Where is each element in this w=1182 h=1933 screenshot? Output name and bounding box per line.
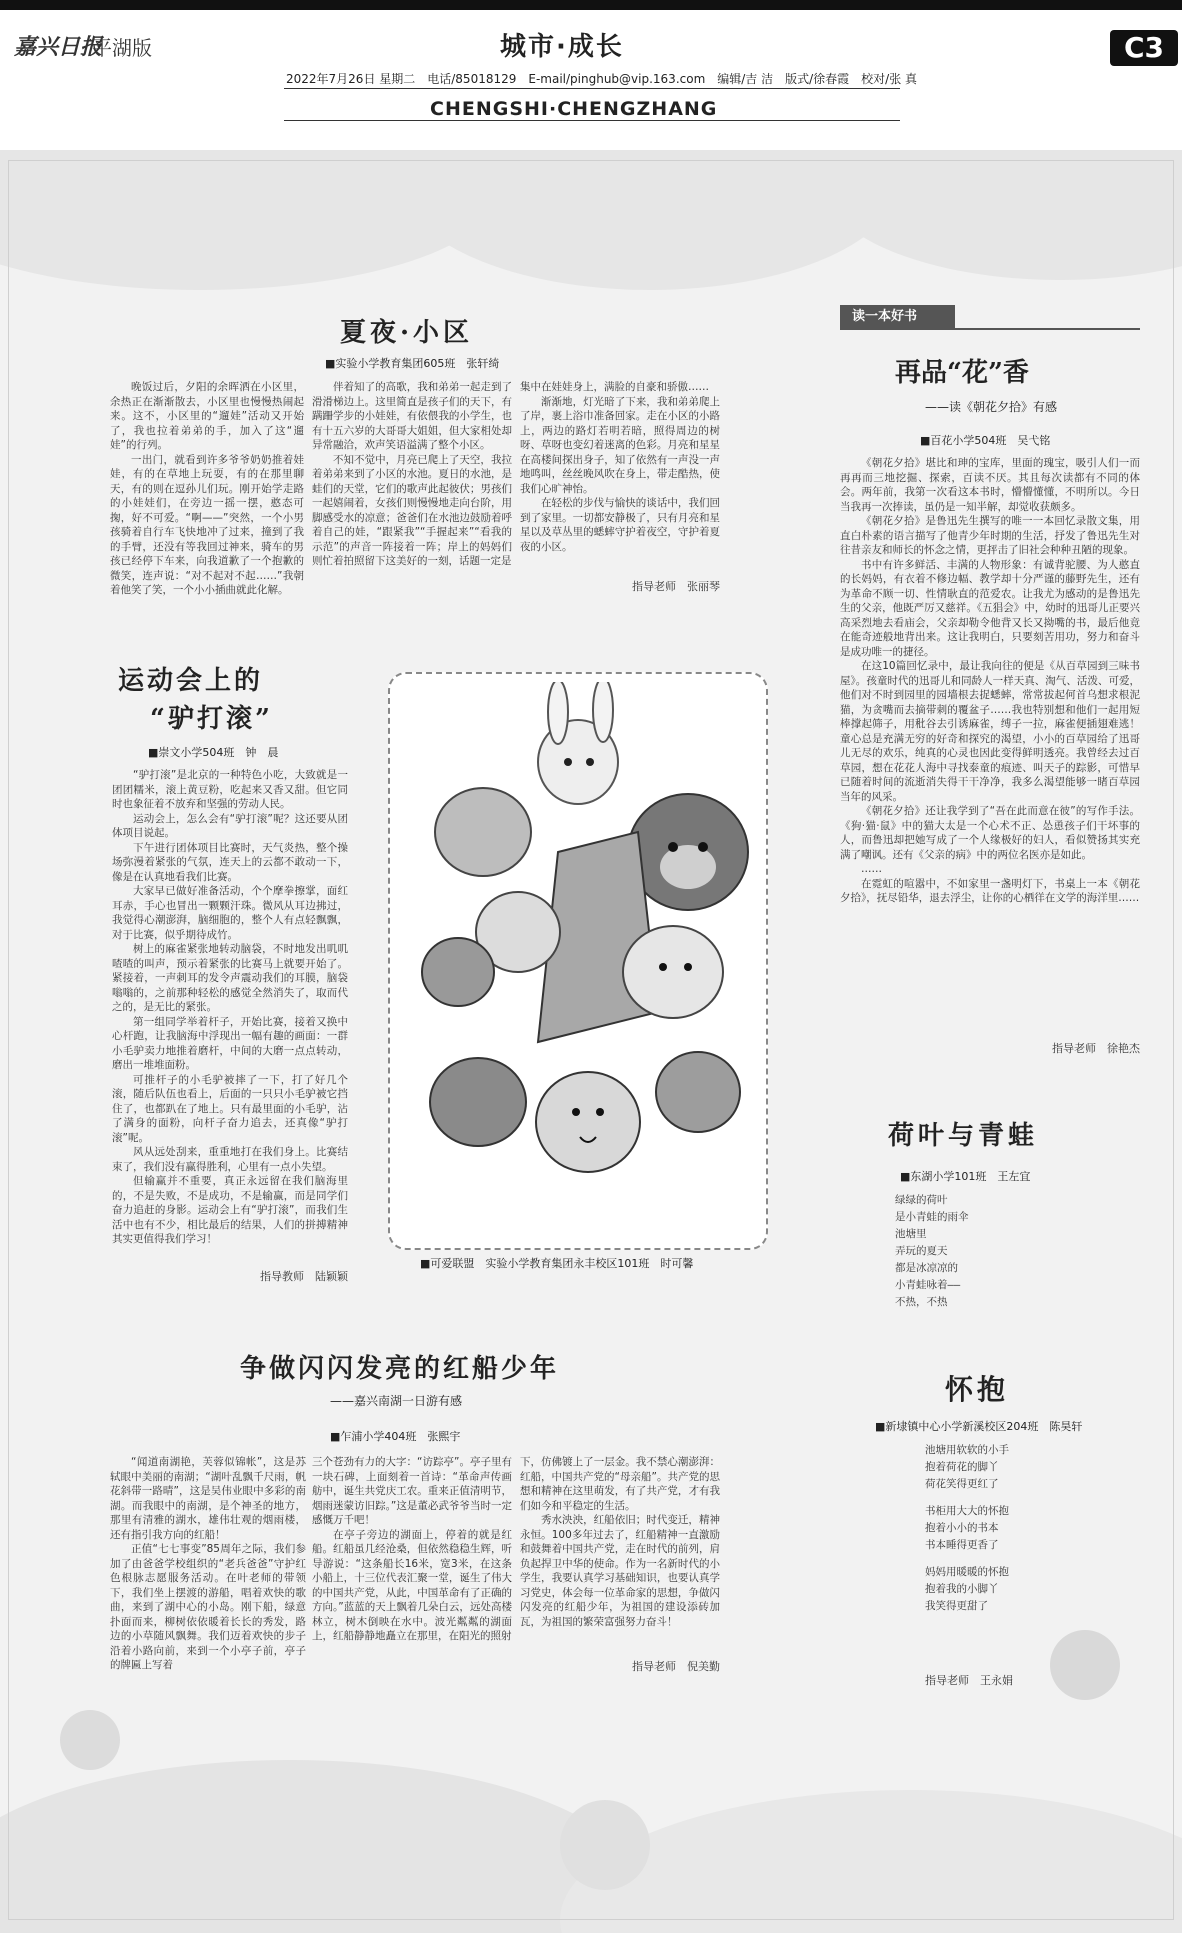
article-title-sports-day: 运动会上的 xyxy=(118,666,264,696)
poem-line: 绿绿的荷叶 xyxy=(895,1194,948,1206)
paragraph: 树上的麻雀紧张地转动脑袋，不时地发出叽叽喳喳的叫声，预示着紧张的比赛马上就要开始了。紧接着，一声刺耳的发令声震动我们的耳膜，脑袋嗡嗡的，之前那种轻松的感觉全然消失了，取而代之的，是无比的紧张。 xyxy=(112,943,348,1013)
paragraph: 渐渐地，灯光暗了下来，我和弟弟爬上了岸，裹上浴巾准备回家。走在小区的小路上，两边的路灯若明若暗，照得周边的树呀、草呀也变幻着迷离的色彩。月亮和星星在高楼间探出身子，知了依然有一声没一声地鸣叫，丝丝晚风吹在身上，带走酷热，使我们心旷神怡。 xyxy=(520,395,720,495)
article-title-summer-night: 夏夜·小区 xyxy=(340,318,474,348)
paragraph: 在轻松的步伐与愉快的谈话中，我们回到了家里。一切都安静极了，只有月亮和星星以及草丛里的蟋蟀守护着夜空，守护着夏夜的小区。 xyxy=(520,497,720,553)
poem-line: 抱着小小的书本 xyxy=(925,1522,999,1534)
paragraph: 在霓虹的喧嚣中，不如家里一盏明灯下，书桌上一本《朝花夕拾》，抚尽铅华，退去浮尘，让你的心栖徉在文学的海洋里…… xyxy=(840,877,1140,904)
poem-body xyxy=(925,1442,1145,1615)
poem-line: 小青蛙咏着—— xyxy=(895,1279,961,1291)
stanza-gap xyxy=(925,1493,1145,1503)
paragraph: 下，仿佛镀上了一层金。我不禁心潮澎湃：红船，中国共产党的“母亲船”。共产党的思想和精神在这里萌发，有了共产党，才有我们如今和平稳定的生活。 xyxy=(520,1456,720,1512)
article-title-book-review: 再品“花”香 xyxy=(895,358,1029,388)
illustration-caption: ■可爱联盟 实验小学教育集团永丰校区101班 时可馨 xyxy=(420,1257,694,1270)
article-byline: ■实验小学教育集团605班 张轩绮 xyxy=(325,357,500,370)
poem-line: 妈妈用暖暖的怀抱 xyxy=(925,1566,1009,1578)
poem-byline: ■东湖小学101班 王左宜 xyxy=(900,1170,1031,1183)
poem-line: 书本睡得更香了 xyxy=(925,1539,999,1551)
article-column xyxy=(312,380,512,569)
section-pinyin: CHENGSHI·CHENGZHANG xyxy=(430,98,718,120)
section-tag: 读一本好书 xyxy=(840,305,955,329)
paragraph: 《朝花夕拾》堪比和珅的宝库，里面的瑰宝，吸引人们一而再再而三地挖掘、探索，百读不厌。其且每次读都有不同的体会。两年前，我第一次看这本书时，懵懵懂懂，不明所以。今日当我再一次捧读，虽仍是一知半解，却觉收获颇多。 xyxy=(840,457,1140,513)
paragraph: 正值“七七事变”85周年之际，我们参加了由爸爸学校组织的“老兵爸爸”守护红色根脉志愿服务活动。在叶老师的带领下，我们坐上摆渡的游船，唱着欢快的歌曲，来到了湖中心的小岛。刚下船，绿意扑面而来，柳树依依暖着长长的秀发，路边的小草随风飘舞。我们迈着欢快的步子沿着小路向前，来到一个小亭子前，亭子的牌匾上写着 xyxy=(110,1543,306,1671)
poem-title-lotus-frog: 荷叶与青蛙 xyxy=(888,1121,1039,1151)
newspaper-logo: 嘉兴日报 xyxy=(14,34,103,60)
article-byline: ■乍浦小学404班 张熙宇 xyxy=(330,1430,461,1443)
section-title: 城市·成长 xyxy=(500,32,624,62)
article-column xyxy=(520,1455,720,1629)
article-byline: ■百花小学504班 吴弋铭 xyxy=(920,434,1051,447)
article-title-sports-day-line2: “驴打滚” xyxy=(150,704,273,734)
advisor-credit: 指导老师 王永娟 xyxy=(925,1674,1013,1687)
paragraph: 但输赢并不重要，真正永远留在我们脑海里的，不是失败，不是成功，不是输赢，而是同学们奋力追赶的身影。运动会上有“驴打滚”，而我们生活中也有不少，相比最后的结果，人们的拼搏精神其实更值得我们学习！ xyxy=(112,1175,348,1245)
illustration-frame xyxy=(388,672,768,1250)
poem-line: 弄玩的夏天 xyxy=(895,1245,948,1257)
paragraph: 三个苍劲有力的大字：“访踪亭”。亭子里有一块石碑，上面刻着一首诗：“革命声传画舫中，诞生共党庆工农。重来正值清明节，烟雨迷蒙访旧踪。”这是董必武爷爷当时一定感慨万千吧！ xyxy=(312,1456,512,1526)
paragraph: …… xyxy=(861,863,882,875)
header-rule xyxy=(284,88,900,89)
article-column xyxy=(520,380,720,554)
poem-line: 书柜用大大的怀抱 xyxy=(925,1505,1009,1517)
cartoon-characters-drawing xyxy=(398,682,758,1238)
poem-line: 池塘用软软的小手 xyxy=(925,1444,1009,1456)
article-column xyxy=(312,1455,512,1644)
paragraph: 在亭子旁边的湖面上，停着的就是红船。红船虽几经沧桑，但依然稳稳生辉，听导游说：“这条船长16米，宽3米，在这条小船上，十三位代表汇聚一堂，诞生了伟大的中国共产党，从此，中国革命有了正确的方向。”蓝蓝的天上飘着几朵白云，远处高楼林立，树木倒映在水中。波光粼粼的湖面上，红船静静地矗立在那里，在阳光的照射 xyxy=(312,1528,512,1642)
paragraph: 在这10篇回忆录中，最让我向往的便是《从百草园到三味书屋》。孩童时代的迅哥儿和同龄人一样天真、淘气、活泼、可爱，他们对不时到园里的园墙根去捉蟋蟀，常常拔起何首乌想求根泥猫，为贪嘴而去摘带刺的覆盆子……我也特别想和他们一起用短棒撑起筛子，用秕谷去引诱麻雀，缚子一拉，麻雀便插翅难逃！童心总是充满无穷的好奇和探究的渴望，小小的百草园给了迅哥儿无尽的欢乐，纯真的心灵也因此变得鲜明透亮。我曾经去过百草园，想在花花人海中寻找泰童的痕迹、叫天子的踪影，可惜早已随着时间的流逝消失得干干净净，我多么渴望能够一睹百草园当年的风采。 xyxy=(840,660,1140,803)
paragraph: 秀水泱泱，红船依旧；时代变迁，精神永恒。100多年过去了，红船精神一直激励和鼓舞着中国共产党，走在时代的前列，肩负起捍卫中华的使命。作为一名新时代的小学生，我要认真学习基础知识，也要认真学习党史，体会每一位革命家的思想，争做闪闪发亮的红船少年，为祖国的建设添砖加瓦，为祖国的繁荣富强努力奋斗！ xyxy=(520,1514,720,1628)
paragraph: 可推杆子的小毛驴被摔了一下，打了好几个滚，随后队伍也看上，后面的一只只小毛驴被它挡住了，也都趴在了地上。只有最里面的小毛驴，沾了满身的面粉，向杆子奋力追去，还真像“驴打滚”呢。 xyxy=(112,1073,348,1144)
advisor-credit: 指导教师 陆颖颖 xyxy=(260,1270,348,1283)
paragraph: 集中在娃娃身上，满脸的自豪和骄傲…… xyxy=(520,381,709,393)
poem-line: 是小青蛙的雨伞 xyxy=(895,1211,969,1223)
advisor-credit: 指导老师 张丽琴 xyxy=(632,580,720,593)
poem-line: 荷花笑得更红了 xyxy=(925,1478,999,1490)
poem-line: 不热，不热 xyxy=(895,1296,948,1308)
paragraph: 晚饭过后，夕阳的余晖洒在小区里，余热正在渐渐散去，小区里也慢慢热闹起来。这不，小区里的“遛娃”活动又开始了，我也拉着弟弟的手，加入了这“遛娃”的行列。 xyxy=(110,381,304,451)
article-column xyxy=(110,380,304,598)
poem-line: 我笑得更甜了 xyxy=(925,1600,988,1612)
paragraph: 一出门，就看到许多爷爷奶奶推着娃娃，有的在草地上玩耍，有的在那里聊天，有的则在逗孙儿们玩。刚开始学走路的小娃娃们，在旁边一摇一摆，憨态可掬，好不可爱。“啊——”突然，一个小男孩骑着自行车飞快地冲了过来，撞到了我的手臂，还没有等我回过神来，骑车的男孩已经停下车来，向我道歉了一个抱歉的微笑，连声说：“对不起对不起……”我朝着他笑了笑，一个小小插曲就此化解。 xyxy=(110,453,304,596)
page-number: C3 xyxy=(1110,30,1178,66)
paragraph: 《朝花夕拾》还让我学到了“吾在此而意在彼”的写作手法。《狗·猫·鼠》中的猫大太是一个心术不正、怂恿孩子们干坏事的人，而鲁迅却把她写成了一个人缘极好的妇人，看似赞扬其实充满了嘲讽。还有《父亲的病》中的两位名医亦是如此。 xyxy=(840,805,1140,861)
poem-line: 池塘里 xyxy=(895,1228,927,1240)
paragraph: 运动会上，怎么会有“驴打滚”呢？这还要从团体项目说起。 xyxy=(112,812,348,839)
poem-title-embrace: 怀抱 xyxy=(945,1373,1010,1406)
edition-name: 平湖版 xyxy=(92,36,152,60)
advisor-credit: 指导老师 倪美勤 xyxy=(632,1660,720,1673)
paragraph: 《朝花夕拾》是鲁迅先生撰写的唯一一本回忆录散文集，用直白朴素的语言描写了他青少年时期的生活，抒发了鲁迅先生对往昔亲友和师长的怀念之情，更抨击了旧社会种种丑陋的现象。 xyxy=(840,515,1140,556)
tag-underline xyxy=(840,328,1140,330)
paragraph: 大家早已做好准备活动，个个摩拳擦掌，面红耳赤，手心也冒出一颗颗汗珠。微风从耳边拂过，我觉得心潮澎湃，脑细胞的，整个人有点轻飘飘，对于比赛，似乎期待成竹。 xyxy=(112,885,348,941)
article-subtitle: ——读《朝花夕拾》有感 xyxy=(925,400,1058,414)
paragraph: 伴着知了的高歌，我和弟弟一起走到了滑滑梯边上。这里简直是孩子们的天下，有蹒跚学步的小娃娃，有依偎我的小学生，也有十五六岁的大哥哥大姐姐，但大家相处却异常融洽，欢声笑语溢满了整个小区。 xyxy=(312,381,512,451)
article-title-red-boat: 争做闪闪发亮的红船少年 xyxy=(240,1354,560,1384)
article-subtitle: ——嘉兴南湖一日游有感 xyxy=(330,1394,463,1408)
paragraph: 下午进行团体项目比赛时，天气炎热，整个操场弥漫着紧张的气氛，连天上的云都不敢动一下，像是在认真地看我们比赛。 xyxy=(112,841,348,883)
paragraph: “驴打滚”是北京的一种特色小吃，大致就是一团团糯米，滚上黄豆粉，吃起来又香又甜。但它同时也象征着不放弃和坚强的劳动人民。 xyxy=(112,769,348,810)
article-column xyxy=(110,1455,306,1673)
stanza-gap xyxy=(925,1554,1145,1564)
paragraph: “闻道南湖艳，芙蓉似锦帐”，这是苏轼眼中美丽的南湖；“湖叶乱飘千尺雨，帆花斜带一路晴”，这是吴伟业眼中多彩的南湖。而我眼中的南湖，是个神圣的地方，那里有清雅的湖水，雄伟壮观的烟雨楼，还有指引我方向的红船！ xyxy=(110,1456,306,1541)
poem-body xyxy=(895,1192,1125,1311)
article-byline: ■崇文小学504班 钟 晨 xyxy=(148,746,279,759)
poem-line: 抱着荷花的脚丫 xyxy=(925,1461,999,1473)
poem-line: 抱着我的小脚丫 xyxy=(925,1583,999,1595)
top-bar xyxy=(0,0,1182,10)
poem-byline: ■新埭镇中心小学新溪校区204班 陈昊轩 xyxy=(875,1420,1083,1433)
header-rule-bottom xyxy=(284,120,900,121)
paragraph: 书中有许多鲜活、丰满的人物形象：有诚背驼腰、为人憨直的长妈妈，有衣着不修边幅、教学却十分严谨的藤野先生，还有为革命不顾一切、性情耿直的范爱农。让我尤为感动的是鲁迅先生的父亲，他既严厉又慈祥。《五猖会》中，幼时的迅哥儿正要兴高采烈地去看庙会，父亲却勒令他背又长又拗嘴的书，最后他竟在能奇迹般地背出来。这让我明白，只要刻苦用功，努力和奋斗是成功唯一的捷径。 xyxy=(840,558,1140,658)
paragraph: 风从远处刮来，重重地打在我们身上。比赛结束了，我们没有赢得胜利，心里有一点小失望。 xyxy=(112,1146,348,1173)
paragraph: 第一组同学举着杆子，开始比赛，接着又换中心杆跑，让我脑海中浮现出一幅有趣的画面：一群小毛驴卖力地推着磨杆，中间的大磨一点点转动，磨出一堆堆面粉。 xyxy=(112,1015,348,1071)
poem-line: 都是冰凉凉的 xyxy=(895,1262,958,1274)
page-meta: 2022年7月26日 星期二 电话/85018129 E-mail/pinghub@vip.163.com 编辑/吉 洁 版式/徐春霞 校对/张 真 xyxy=(286,72,918,86)
advisor-credit: 指导老师 徐艳杰 xyxy=(1052,1042,1140,1055)
article-column xyxy=(112,768,348,1247)
paragraph: 不知不觉中，月亮已爬上了天空，我拉着弟弟来到了小区的水池。夏日的水池，是蛙们的天堂，它们的歌声此起彼伏；男孩们一起嬉闹着，女孩们则慢慢地走向台阶，用脚感受水的凉意；爸爸们在水池边鼓励着呼着自己的娃，“跟紧我”“手握起来”“看我的示范”的声音一阵接着一阵；岸上的妈妈们则忙着拍照留下这美好的一刻，话题一定是 xyxy=(312,453,512,567)
article-column xyxy=(840,456,1140,906)
